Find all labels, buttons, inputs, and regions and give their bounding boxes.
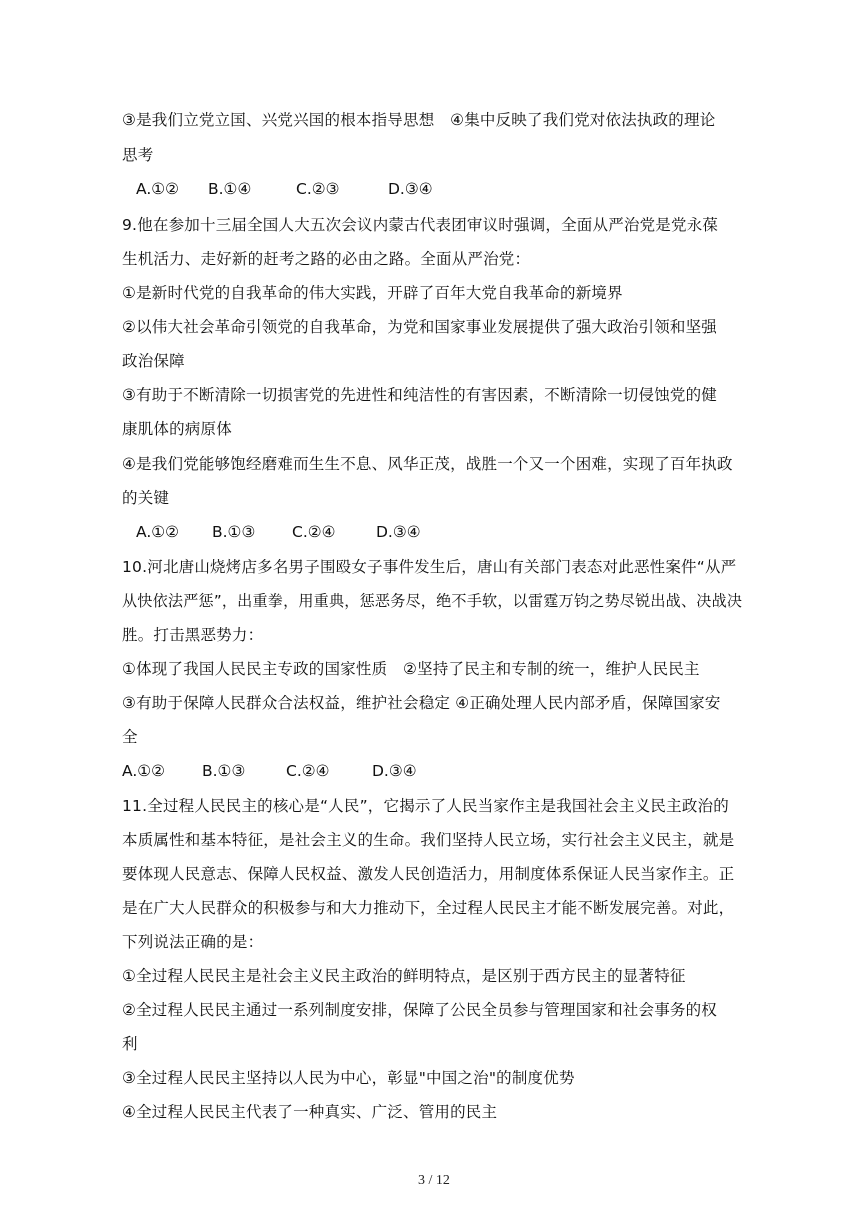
option-c: C.②④ — [286, 762, 330, 780]
option-b: B.①③ — [202, 762, 246, 780]
option-b: B.①③ — [212, 523, 256, 541]
option-c: C.②③ — [296, 180, 340, 198]
statement-3: ③有助于不断清除一切损害党的先进性和纯洁性的有害因素，不断清除一切侵蚀党的健 — [122, 386, 717, 404]
question-9-stem: 9.他在参加十三届全国人大五次会议内蒙古代表团审议时强调，全面从严治党是党永葆 — [122, 216, 719, 234]
page-number: 3 / 12 — [418, 1173, 450, 1188]
statement-2: ②以伟大社会革命引领党的自我革命，为党和国家事业发展提供了强大政治引领和坚强 — [122, 318, 717, 336]
statement-3: ③全过程人民民主坚持以人民为中心，彰显"中国之治"的制度优势 — [122, 1069, 575, 1087]
option-d: D.③④ — [388, 180, 433, 198]
statement-4: ④全过程人民民主代表了一种真实、广泛、管用的民主 — [122, 1103, 498, 1121]
text-line: 下列说法正确的是： — [122, 933, 264, 951]
text-line: 胜。打击黑恶势力： — [122, 626, 264, 644]
text-line: 生机活力、走好新的赶考之路的必由之路。全面从严治党： — [122, 250, 531, 268]
statement-1: ①是新时代党的自我革命的伟大实践，开辟了百年大党自我革命的新境界 — [122, 284, 623, 302]
statement-3-4: ③有助于保障人民群众合法权益，维护社会稳定 ④正确处理人民内部矛盾，保障国家安 — [122, 694, 721, 712]
statement-4: ④是我们党能够饱经磨难而生生不息、风华正茂，战胜一个又一个困难，实现了百年执政 — [122, 455, 733, 473]
text-line: 要体现人民意志、保障人民权益、激发人民创造活力，用制度体系保证人民当家作主。正 — [122, 865, 735, 883]
question-11-stem: 11.全过程人民民主的核心是“人民”，它揭示了人民当家作主是我国社会主义民主政治的 — [122, 797, 729, 815]
statement-1: ①全过程人民民主是社会主义民主政治的鲜明特点，是区别于西方民主的显著特征 — [122, 967, 686, 985]
option-a: A.①② — [122, 762, 166, 780]
text-line: 全 — [122, 728, 138, 746]
text-line: 本质属性和基本特征，是社会主义的生命。我们坚持人民立场，实行社会主义民主，就是 — [122, 831, 735, 849]
option-c: C.②④ — [292, 523, 336, 541]
text-line: 思考 — [122, 146, 154, 164]
text-line: 利 — [122, 1035, 138, 1053]
text-line: 的关键 — [122, 489, 170, 507]
option-a: A.①② — [136, 523, 180, 541]
statement-2: ②全过程人民民主通过一系列制度安排，保障了公民全员参与管理国家和社会事务的权 — [122, 1001, 717, 1019]
text-line: 从快依法严惩”，出重拳，用重典，惩恶务尽，绝不手软，以雷霆万钧之势尽锐出战、决战决 — [122, 592, 743, 610]
statement-1-2: ①体现了我国人民民主专政的国家性质 ②坚持了民主和专制的统一，维护人民民主 — [122, 660, 700, 678]
question-10-stem: 10.河北唐山烧烤店多名男子围殴女子事件发生后，唐山有关部门表态对此恶性案件“从严 — [122, 558, 737, 576]
text-line: 是在广大人民群众的积极参与和大力推动下，全过程人民民主才能不断发展完善。对此， — [122, 899, 735, 917]
text-line: 政治保障 — [122, 352, 185, 370]
option-d: D.③④ — [376, 523, 421, 541]
option-b: B.①④ — [208, 180, 252, 198]
option-d: D.③④ — [372, 762, 417, 780]
option-a: A.①② — [136, 180, 180, 198]
text-line: 康肌体的病原体 — [122, 420, 232, 438]
text-line: ③是我们立党立国、兴党兴国的根本指导思想 ④集中反映了我们党对依法执政的理论 — [122, 111, 716, 129]
